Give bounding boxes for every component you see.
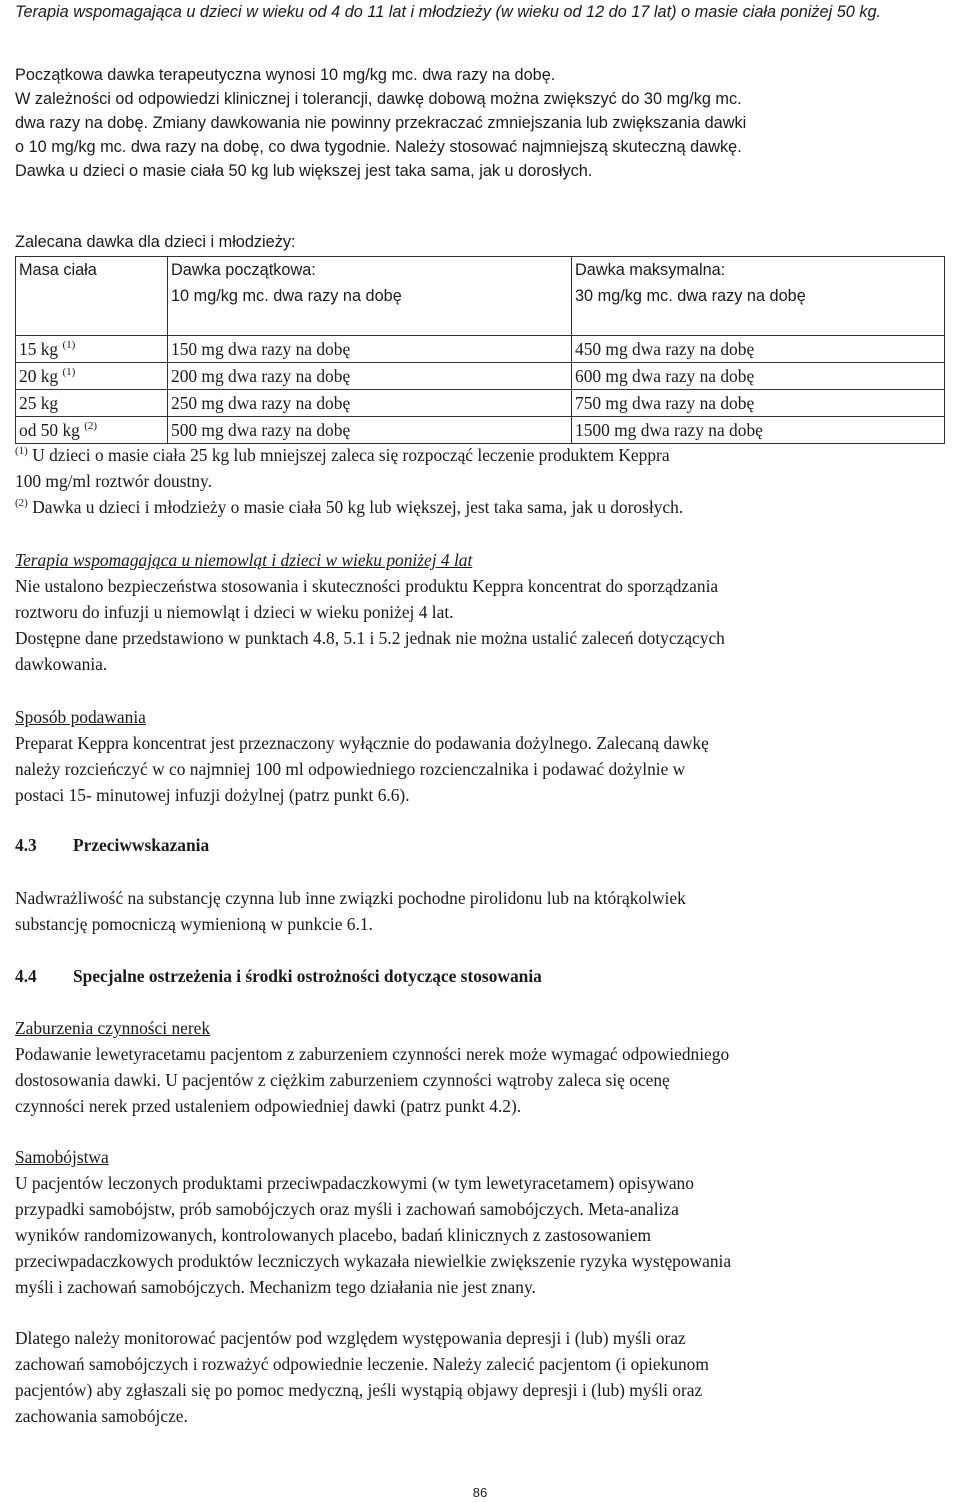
infants-line-3: Dostępne dane przedstawiono w punktach 4.8, 5.1 i 5.2 jednak nie można ustalić zaleceń dotyczących [15, 628, 725, 648]
page-number: 86 [472, 1485, 488, 1500]
monitoring-line-2: zachowań samobójczych i rozważyć odpowiednie leczenie. Należy zalecić pacjentom (i opiekunom [15, 1354, 709, 1374]
footnote-1-mark: (1) [15, 445, 28, 457]
infants-line-4: dawkowania. [15, 654, 108, 674]
row-start-dose: 250 mg dwa razy na dobę [168, 390, 572, 417]
row-max-dose: 600 mg dwa razy na dobę [572, 363, 945, 390]
suicide-line-3: wyników randomizowanych, kontrolowanych placebo, badań klinicznych z zastosowaniem [15, 1225, 652, 1245]
monitoring-line-1: Dlatego należy monitorować pacjentów pod względem występowania depresji i (lub) myśli oraz [15, 1328, 686, 1348]
row-mass-value: 20 kg [19, 366, 59, 386]
infants-line-2: roztworu do infuzji u niemowląt i dzieci w wieku poniżej 4 lat. [15, 602, 454, 622]
footnote-1-cont: 100 mg/ml roztwór doustny. [15, 471, 212, 491]
row-mass-value: 25 kg [19, 393, 59, 413]
section-4-3-heading [15, 832, 950, 858]
row-mass [16, 417, 168, 444]
table-header-row [16, 257, 945, 336]
table-row [16, 336, 945, 363]
administration-line-1: Preparat Keppra koncentrat jest przeznaczony wyłącznie do podawania dożylnego. Zalecaną dawkę [15, 733, 709, 753]
table-row [16, 390, 945, 417]
footnote-1 [15, 442, 950, 468]
dose-increase-line: W zależności od odpowiedzi klinicznej i tolerancji, dawkę dobową można zwiększyć do 30 mg/kg mc. [15, 90, 742, 108]
header-mass-text: Masa ciała [19, 261, 97, 279]
table-caption: Zalecana dawka dla dzieci i młodzieży: [15, 233, 296, 251]
infants-line-1: Nie ustalono bezpieczeństwa stosowania i skuteczności produktu Keppra koncentrat do sporządzania [15, 576, 719, 596]
renal-line-1: Podawanie lewetyracetamu pacjentom z zaburzeniem czynności nerek może wymagać odpowiedniego [15, 1044, 730, 1064]
footnote-ref: (1) [62, 339, 76, 351]
section-4-4-heading [15, 963, 950, 989]
header-start-dose-unit: 10 mg/kg mc. dwa razy na dobę [171, 287, 402, 305]
table-row [16, 363, 945, 390]
row-max-dose: 750 mg dwa razy na dobę [572, 390, 945, 417]
dose-change-line [15, 111, 950, 135]
row-mass [16, 363, 168, 390]
adult-equal-dose-line: Dawka u dzieci o masie ciała 50 kg lub większej jest taka sama, jak u dorosłych. [15, 162, 593, 180]
header-mass [16, 257, 168, 336]
header-start-dose [168, 257, 572, 336]
row-start-dose: 200 mg dwa razy na dobę [168, 363, 572, 390]
footnote-2-mark: (2) [15, 497, 28, 509]
contraindication-line-1: Nadwrażliwość na substancję czynna lub inne związki pochodne pirolidonu lub na którąkolwiek [15, 888, 686, 908]
row-mass [16, 390, 168, 417]
dose-change-text: Zmiany dawkowania nie powinny przekraczać zmniejszania lub zwiększania dawki [152, 114, 747, 132]
row-max-dose: 1500 mg dwa razy na dobę [572, 417, 945, 444]
header-max-dose [572, 257, 945, 336]
header-max-dose-title: Dawka maksymalna: [575, 261, 726, 279]
header-start-dose-title: Dawka początkowa: [171, 261, 316, 279]
row-mass [16, 336, 168, 363]
contraindication-line-2: substancję pomocniczą wymienioną w punkcie 6.1. [15, 914, 373, 934]
row-start-dose: 150 mg dwa razy na dobę [168, 336, 572, 363]
lowest-dose-text: Należy stosować najmniejszą skuteczną dawkę. [395, 138, 742, 156]
footnote-1-text: U dzieci o masie ciała 25 kg lub mniejszej zaleca się rozpocząć leczenie produktem Keppra [32, 445, 670, 465]
suicide-line-4: przeciwpadaczkowych produktów leczniczych wykazała niewielkie zwiększenie ryzyka występowania [15, 1251, 732, 1271]
pediatric-heading: Terapia wspomagająca u dzieci w wieku od 4 do 11 lat i młodzieży (w wieku od 12 do 17 lat) o masie ciała poniżej 50 kg. [15, 3, 882, 21]
row-start-dose: 500 mg dwa razy na dobę [168, 417, 572, 444]
renal-heading: Zaburzenia czynności nerek [15, 1018, 211, 1038]
section-title: Przeciwwskazania [73, 835, 210, 855]
footnote-2 [15, 494, 950, 520]
monitoring-line-4: zachowania samobójcze. [15, 1406, 188, 1426]
suicide-heading: Samobójstwa [15, 1147, 109, 1167]
section-number: 4.3 [15, 835, 37, 855]
administration-line-2: należy rozcieńczyć w co najmniej 100 ml odpowiedniego rozcienczalnika i podawać dożylnie w [15, 759, 686, 779]
suicide-line-2: przypadki samobójstw, prób samobójczych oraz myśli i zachowań samobójczych. Meta-analiza [15, 1199, 679, 1219]
suicide-line-1: U pacjentów leczonych produktami przeciwpadaczkowymi (w tym lewetyracetamem) opisywano [15, 1173, 694, 1193]
dose-change-cont-line [15, 135, 950, 159]
footnote-ref: (2) [84, 420, 98, 432]
monitoring-line-3: pacjentów) aby zgłaszali się po pomoc medyczną, jeśli wystąpią objawy depresji i (lub) myśli oraz [15, 1380, 703, 1400]
administration-heading: Sposób podawania [15, 707, 146, 727]
table-row [16, 417, 945, 444]
infants-heading: Terapia wspomagająca u niemowląt i dzieci w wieku poniżej 4 lat [15, 550, 473, 570]
section-number: 4.4 [15, 966, 37, 986]
header-max-dose-unit: 30 mg/kg mc. dwa razy na dobę [575, 287, 806, 305]
renal-line-3: czynności nerek przed ustaleniem odpowiedniej dawki (patrz punkt 4.2). [15, 1096, 522, 1116]
suicide-line-5: myśli i zachowań samobójczych. Mechanizm tego działania nie jest znany. [15, 1277, 536, 1297]
dose-twice-daily: dwa razy na dobę. [15, 114, 149, 132]
administration-line-3: postaci 15- minutowej infuzji dożylnej (patrz punkt 6.6). [15, 785, 410, 805]
footnote-2-text: Dawka u dzieci i młodzieży o masie ciała 50 kg lub większej, jest taka sama, jak u dorosłych. [32, 497, 684, 517]
row-max-dose: 450 mg dwa razy na dobę [572, 336, 945, 363]
dose-table [15, 256, 945, 444]
renal-line-2: dostosowania dawki. U pacjentów z ciężkim zaburzeniem czynności wątroby zaleca się ocenę [15, 1070, 670, 1090]
row-mass-value: od 50 kg [19, 420, 80, 440]
section-title: Specjalne ostrzeżenia i środki ostrożności dotyczące stosowania [73, 966, 542, 986]
dose-change-cont: o 10 mg/kg mc. dwa razy na dobę, co dwa tygodnie. [15, 138, 391, 156]
footnote-ref: (1) [62, 366, 76, 378]
row-mass-value: 15 kg [19, 339, 59, 359]
start-dose-line: Początkowa dawka terapeutyczna wynosi 10 mg/kg mc. dwa razy na dobę. [15, 66, 556, 84]
